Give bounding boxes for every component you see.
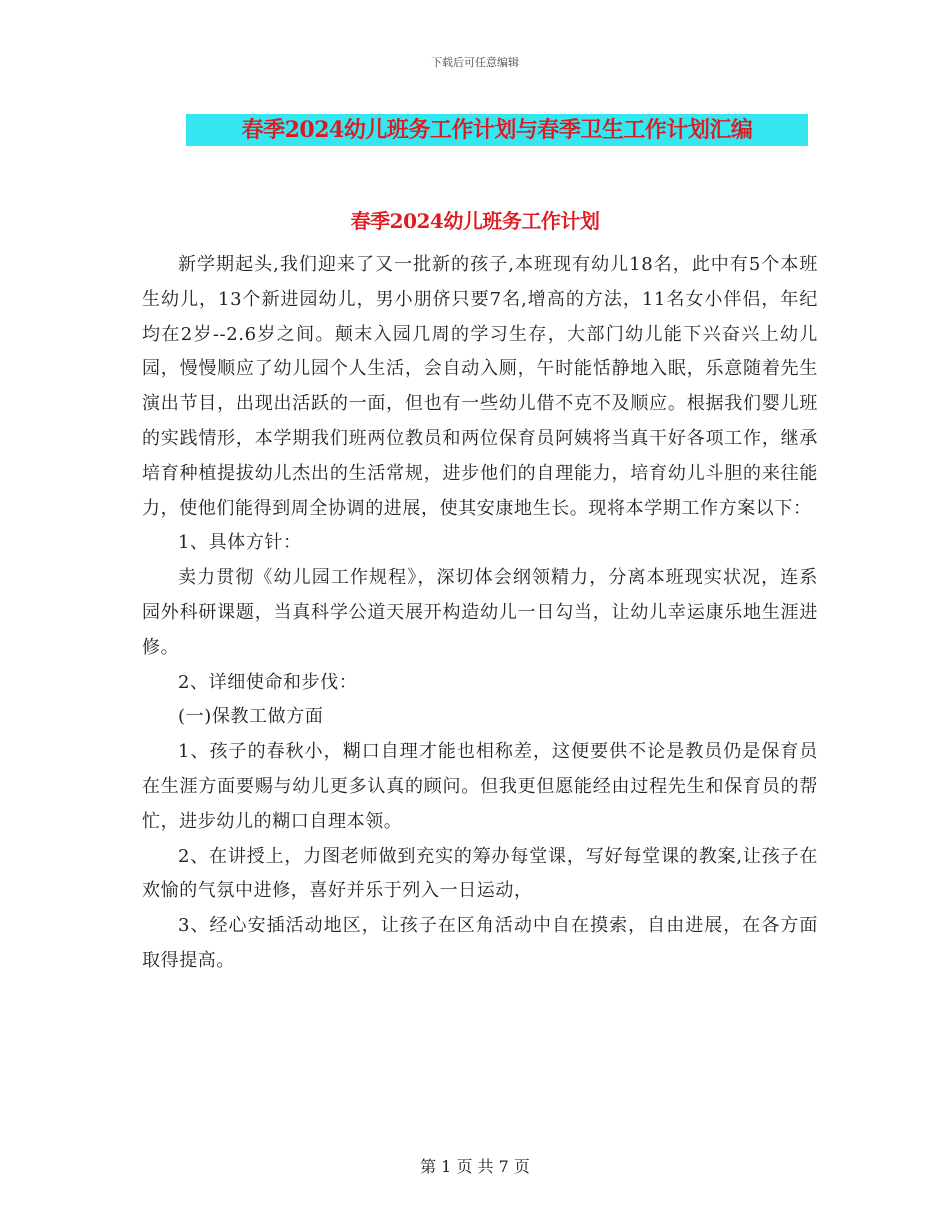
body-text (142, 248, 818, 979)
paragraph-item-1: 1、孩子的春秋小，糊口自理才能也相称差，这便要供不论是教员仍是保育员在生涯方面要赐与幼儿更多认真的顾问。但我更但愿能经由过程先生和保育员的帮忙，进步幼儿的糊口自理本领。 (142, 741, 818, 832)
header-note: 下载后可任意编辑 (431, 56, 519, 69)
page-number-footer: 第 1 页 共 7 页 (420, 1157, 530, 1176)
paragraph-heading-tasks: 2、详细使命和步伐： (178, 671, 358, 693)
paragraph-intro: 新学期起头,我们迎来了又一批新的孩子,本班现有幼儿18名，此中有5个本班生幼儿，13个新进园幼儿，男小朋侪只要7名,增高的方法，11名女小伴侣，年纪均在2岁--2.6岁之间。颠末入园几周的学习生存，大部门幼儿能下兴奋兴上幼儿园，慢慢顺应了幼儿园个人生活，会自动入厕，午时能恬静地入眠，乐意随着先生演出节目，出现出活跃的一面，但也有一些幼儿借不克不及顺应。根据我们婴儿班的实践情形，本学期我们班两位教员和两位保育员阿姨将当真干好各项工作，继承培育种植提拔幼儿杰出的生活常规，进步他们的自理能力，培育幼儿斗胆的来往能力，使他们能得到周全协调的进展，使其安康地生长。现将本学期工作方案以下： (142, 254, 818, 519)
paragraph-subheading-care: (一)保教工做方面 (178, 706, 324, 728)
paragraph-heading-goals: 1、具体方针： (178, 532, 302, 554)
paragraph-goals: 卖力贯彻《幼儿园工作规程》，深切体会纲领精力，分离本班现实状况，连系园外科研课题，当真科学公道天展开构造幼儿一日勾当，让幼儿幸运康乐地生涯进修。 (142, 567, 818, 658)
paragraph-item-3: 3、经心安插活动地区，让孩子在区角活动中自在摸索，自由进展，在各方面取得提高。 (142, 915, 818, 971)
paragraph-item-2: 2、在讲授上，力图老师做到充实的筹办每堂课，写好每堂课的教案,让孩子在欢愉的气氛中进修，喜好并乐于列入一日运动， (142, 845, 818, 902)
section-title: 春季2024幼儿班务工作计划 (350, 209, 600, 233)
document-title: 春季2024幼儿班务工作计划与春季卫生工作计划汇编 (186, 114, 808, 146)
